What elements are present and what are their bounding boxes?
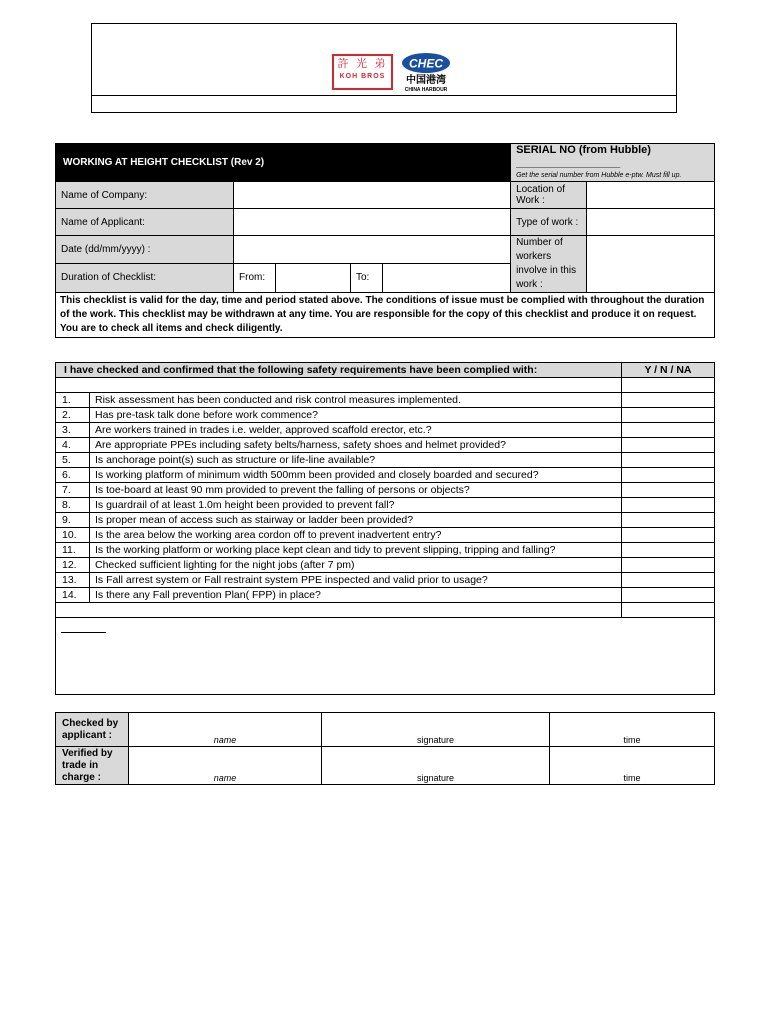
workers-label: Number of workers involve in this work :: [511, 236, 587, 293]
answer-cell[interactable]: [622, 528, 715, 543]
item-number: 6.: [56, 468, 90, 483]
blank-row: [56, 378, 622, 393]
answer-cell[interactable]: [622, 438, 715, 453]
remarks-area[interactable]: [56, 618, 715, 695]
item-text: Has pre-task talk done before work commence?: [90, 408, 622, 423]
validity-note: This checklist is valid for the day, time and period stated above. The conditions of issue must be complied with throughout the duration of the work. This checklist may be withdrawn at any time. You are responsible for the copy of this checklist and produce it on request. You are to check all items and check diligently.: [56, 293, 715, 338]
item-text: Is Fall arrest system or Fall restraint system PPE inspected and valid prior to usage?: [90, 573, 622, 588]
applicant-label: Name of Applicant:: [56, 209, 234, 236]
checklist-table: [55, 362, 715, 695]
item-text: Is there any Fall prevention Plan( FPP) in place?: [90, 588, 622, 603]
koh-bros-logo: [332, 54, 393, 90]
date-field[interactable]: [234, 236, 511, 264]
item-text: Is the area below the working area cordon off to prevent inadvertent entry?: [90, 528, 622, 543]
signature-caption: signature: [416, 735, 455, 745]
applicant-time-field[interactable]: [550, 713, 715, 747]
blank-row: [56, 603, 622, 618]
chec-logo-chinese: 中国港湾: [406, 75, 446, 86]
checklist-row: [56, 543, 715, 558]
name-caption: name: [213, 773, 237, 783]
serial-number-note: Get the serial number from Hubble e-ptw. Must fill up.: [516, 172, 682, 179]
item-text: Is working platform of minimum width 500mm been provided and closely boarded and secured?: [90, 468, 622, 483]
item-number: 5.: [56, 453, 90, 468]
verifier-time-field[interactable]: [550, 747, 715, 785]
answer-cell[interactable]: [622, 423, 715, 438]
checked-by-label: Checked by applicant :: [56, 713, 129, 747]
answer-cell[interactable]: [622, 453, 715, 468]
item-text: Is guardrail of at least 1.0m height been provided to prevent fall?: [90, 498, 622, 513]
item-text: Is the working platform or working place kept clean and tidy to prevent slipping, tripping and falling?: [90, 543, 622, 558]
to-field[interactable]: [383, 263, 511, 292]
type-of-work-label: Type of work :: [511, 209, 587, 236]
answer-cell[interactable]: [622, 543, 715, 558]
verifier-signature-field[interactable]: [322, 747, 550, 785]
remarks-underline: [61, 628, 106, 633]
koh-bros-logo-chinese: 許 光 弟: [337, 57, 388, 70]
signature-caption: signature: [416, 773, 455, 783]
chec-logo-icon: [400, 52, 452, 94]
item-text: Is toe-board at least 90 mm provided to prevent the falling of persons or objects?: [90, 483, 622, 498]
checklist-row: [56, 498, 715, 513]
checklist-row: [56, 453, 715, 468]
answer-heading: Y / N / NA: [622, 363, 715, 378]
item-number: 9.: [56, 513, 90, 528]
item-number: 13.: [56, 573, 90, 588]
company-field[interactable]: [234, 182, 511, 209]
chec-logo-english: CHINA HARBOUR: [404, 87, 448, 93]
answer-cell[interactable]: [622, 378, 715, 393]
serial-number-cell[interactable]: [511, 144, 715, 182]
item-text: Are appropriate PPEs including safety belts/harness, safety shoes and helmet provided?: [90, 438, 622, 453]
checklist-heading: I have checked and confirmed that the following safety requirements have been complied with:: [56, 363, 622, 378]
answer-cell[interactable]: [622, 588, 715, 603]
koh-bros-logo-text: KOH BROS: [339, 73, 386, 80]
item-number: 14.: [56, 588, 90, 603]
checklist-row: [56, 423, 715, 438]
checklist-items: [56, 393, 715, 603]
answer-cell[interactable]: [622, 393, 715, 408]
to-label: To:: [351, 263, 383, 292]
answer-cell[interactable]: [622, 498, 715, 513]
china-harbour-logo: [400, 52, 452, 94]
answer-cell[interactable]: [622, 558, 715, 573]
chec-logo-text: CHEC: [408, 56, 444, 71]
header-table: [55, 143, 715, 338]
location-label: Location of Work :: [511, 182, 587, 209]
item-number: 1.: [56, 393, 90, 408]
checklist-row: [56, 468, 715, 483]
item-number: 4.: [56, 438, 90, 453]
item-text: Checked sufficient lighting for the night jobs (after 7 pm): [90, 558, 622, 573]
checklist-row: [56, 558, 715, 573]
item-text: Are workers trained in trades i.e. welder, approved scaffold erector, etc.?: [90, 423, 622, 438]
verified-by-label: Verified by trade in charge :: [56, 747, 129, 785]
answer-cell[interactable]: [622, 513, 715, 528]
item-number: 2.: [56, 408, 90, 423]
type-of-work-field[interactable]: [587, 209, 715, 236]
answer-cell[interactable]: [622, 573, 715, 588]
item-number: 8.: [56, 498, 90, 513]
company-label: Name of Company:: [56, 182, 234, 209]
item-number: 7.: [56, 483, 90, 498]
checklist-row: [56, 588, 715, 603]
checklist-row: [56, 393, 715, 408]
checklist-title: WORKING AT HEIGHT CHECKLIST (Rev 2): [56, 144, 511, 182]
name-caption: name: [213, 735, 237, 745]
applicant-name-field[interactable]: [129, 713, 322, 747]
item-text: Risk assessment has been conducted and risk control measures implemented.: [90, 393, 622, 408]
item-text: Is anchorage point(s) such as structure or life-line available?: [90, 453, 622, 468]
item-number: 12.: [56, 558, 90, 573]
item-number: 3.: [56, 423, 90, 438]
logo-box-divider: [92, 95, 676, 96]
signoff-table: [55, 712, 715, 785]
time-caption: time: [623, 773, 641, 783]
workers-field[interactable]: [587, 236, 715, 293]
item-text: Is proper mean of access such as stairway or ladder been provided?: [90, 513, 622, 528]
duration-label: Duration of Checklist:: [56, 263, 234, 292]
logo-header-box: [91, 23, 677, 113]
item-number: 10.: [56, 528, 90, 543]
location-field[interactable]: [587, 182, 715, 209]
checklist-row: [56, 483, 715, 498]
time-caption: time: [623, 735, 641, 745]
checklist-row: [56, 573, 715, 588]
answer-cell[interactable]: [622, 408, 715, 423]
checklist-row: [56, 513, 715, 528]
applicant-field[interactable]: [234, 209, 511, 236]
answer-cell[interactable]: [622, 483, 715, 498]
answer-cell[interactable]: [622, 603, 715, 618]
applicant-signature-field[interactable]: [322, 713, 550, 747]
checklist-row: [56, 528, 715, 543]
verifier-name-field[interactable]: [129, 747, 322, 785]
item-number: 11.: [56, 543, 90, 558]
checklist-row: [56, 408, 715, 423]
date-label: Date (dd/mm/yyyy) :: [56, 236, 234, 264]
from-label: From:: [234, 263, 276, 292]
answer-cell[interactable]: [622, 468, 715, 483]
from-field[interactable]: [276, 263, 351, 292]
checklist-row: [56, 438, 715, 453]
serial-number-label: SERIAL NO (from Hubble) _________________: [516, 144, 651, 169]
